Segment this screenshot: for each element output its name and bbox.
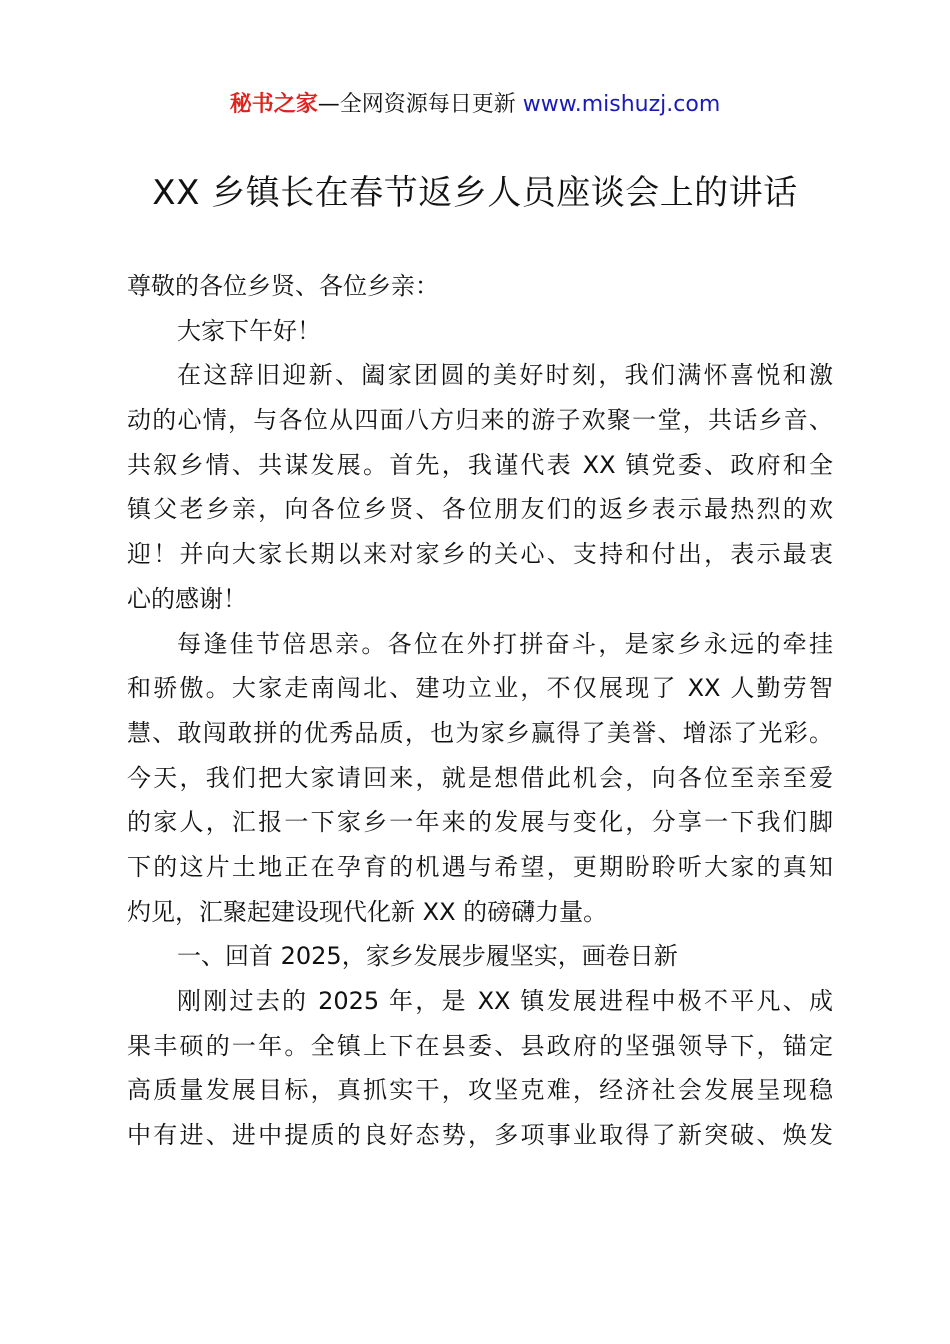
paragraph-line: 今天，我们把大家请回来，就是想借此机会，向各位至亲至爱: [127, 763, 833, 792]
paragraph-line: 果丰硕的一年。全镇上下在县委、县政府的坚强领导下，锚定: [127, 1031, 833, 1060]
paragraph-line: 心的感谢！: [127, 584, 247, 613]
greeting-line: 大家下午好！: [177, 316, 321, 345]
section-heading: 一、回首 2025，家乡发展步履坚实，画卷日新: [177, 942, 678, 971]
paragraph-line: 在这辞旧迎新、阖家团圆的美好时刻，我们满怀喜悦和激: [177, 361, 833, 390]
site-url-link[interactable]: www.mishuzj.com: [522, 92, 721, 117]
paragraph-line: 灼见，汇聚起建设现代化新 XX 的磅礴力量。: [127, 897, 608, 926]
site-banner: [0, 88, 950, 122]
banner-tagline: —全网资源每日更新: [317, 92, 523, 117]
paragraph-line: 镇父老乡亲，向各位乡贤、各位朋友们的返乡表示最热烈的欢: [127, 495, 833, 524]
paragraph-line: 下的这片土地正在孕育的机遇与希望，更期盼聆听大家的真知: [127, 852, 833, 881]
paragraph-line: 共叙乡情、共谋发展。首先，我谨代表 XX 镇党委、政府和全: [127, 450, 833, 479]
document-title: XX 乡镇长在春节返乡人员座谈会上的讲话: [152, 173, 798, 213]
paragraph-line: 动的心情，与各位从四面八方归来的游子欢聚一堂，共话乡音、: [127, 406, 833, 435]
paragraph-line: 刚刚过去的 2025 年，是 XX 镇发展进程中极不平凡、成: [177, 987, 833, 1015]
paragraph-line: 慧、敢闯敢拼的优秀品质，也为家乡赢得了美誉、增添了光彩。: [127, 718, 833, 747]
paragraph-line: 高质量发展目标，真抓实干，攻坚克难，经济社会发展呈现稳: [127, 1076, 833, 1105]
paragraph-line: 和骄傲。大家走南闯北、建功立业，不仅展现了 XX 人勤劳智: [127, 674, 833, 703]
paragraph-line: 每逢佳节倍思亲。各位在外打拼奋斗，是家乡永远的牵挂: [177, 629, 833, 658]
brand-name: 秘书之家: [229, 92, 318, 117]
paragraph-line: 中有进、进中提质的良好态势，多项事业取得了新突破、焕发: [127, 1121, 833, 1150]
paragraph-line: 的家人，汇报一下家乡一年来的发展与变化，分享一下我们脚: [127, 808, 833, 837]
document-body: [127, 264, 833, 1158]
paragraph-line: 迎！并向大家长期以来对家乡的关心、支持和付出，表示最衷: [127, 540, 833, 569]
salutation-line: 尊敬的各位乡贤、各位乡亲：: [127, 272, 439, 300]
